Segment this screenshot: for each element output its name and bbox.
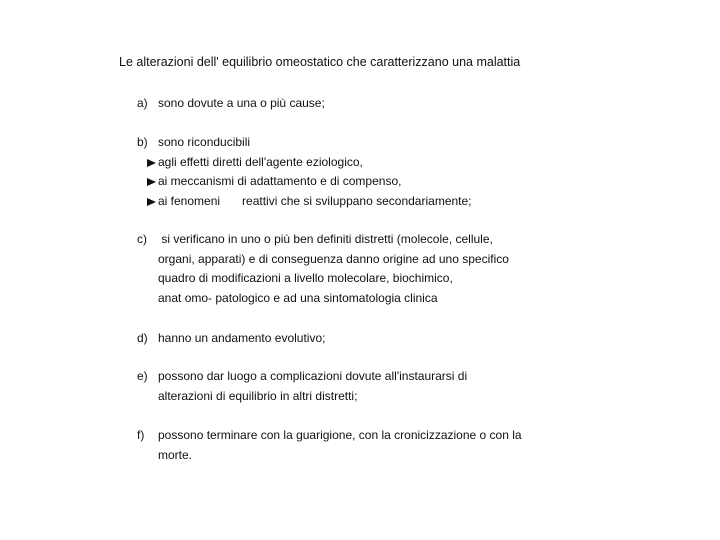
list-item-a (137, 94, 325, 114)
arrow-bullet-icon (147, 159, 156, 167)
sub-item-text: agli effetti diretti dell'agente eziologico, (158, 154, 363, 169)
item-line: sono riconducibili (158, 135, 251, 149)
item-line: organi, apparati) e di conseguenza danno origine ad uno specifico (158, 251, 509, 266)
sub-item (147, 192, 472, 212)
item-letter: b) (137, 135, 148, 149)
item-body (158, 367, 467, 406)
sub-item (147, 172, 472, 192)
item-letter: f) (137, 428, 145, 442)
list-item-d (137, 329, 325, 349)
item-line: possono dar luogo a complicazioni dovute all'instaurarsi di (158, 369, 468, 383)
item-letter: a) (137, 96, 148, 110)
sub-item-text: ai meccanismi di adattamento e di compenso, (158, 174, 402, 188)
item-line: anat omo- patologico e ad una sintomatologia clinica (158, 290, 438, 305)
sub-item-text: ai fenomeni (158, 193, 221, 208)
item-body (158, 329, 325, 349)
list-item-e (137, 367, 467, 406)
item-letter: c) (137, 232, 147, 246)
item-line: hanno un andamento evolutivo; (158, 331, 326, 345)
list-item-c (137, 230, 509, 308)
item-line: si verificano in uno o più ben definiti distretti (molecole, cellule, (158, 232, 493, 246)
item-letter: d) (137, 331, 148, 345)
item-letter: e) (137, 369, 148, 383)
item-body (158, 133, 472, 211)
list-item-f (137, 426, 522, 465)
item-line: alterazioni di equilibrio in altri distretti; (158, 388, 358, 403)
item-body (158, 426, 522, 465)
sub-item (147, 153, 472, 173)
item-line: morte. (158, 447, 193, 462)
item-line: possono terminare con la guarigione, con la cronicizzazione o con la (158, 428, 522, 442)
sub-item-text: reattivi che si sviluppano secondariamente; (242, 193, 472, 208)
item-line: sono dovute a una o più cause; (158, 96, 325, 110)
arrow-bullet-icon (147, 198, 156, 206)
item-body (158, 94, 325, 114)
arrow-bullet-icon (147, 178, 156, 186)
list-item-b (137, 133, 472, 211)
slide-title: Le alterazioni dell' equilibrio omeostatico che caratterizzano una malattia (119, 55, 521, 69)
item-body (158, 230, 509, 308)
item-line: quadro di modificazioni a livello molecolare, biochimico, (158, 271, 453, 285)
